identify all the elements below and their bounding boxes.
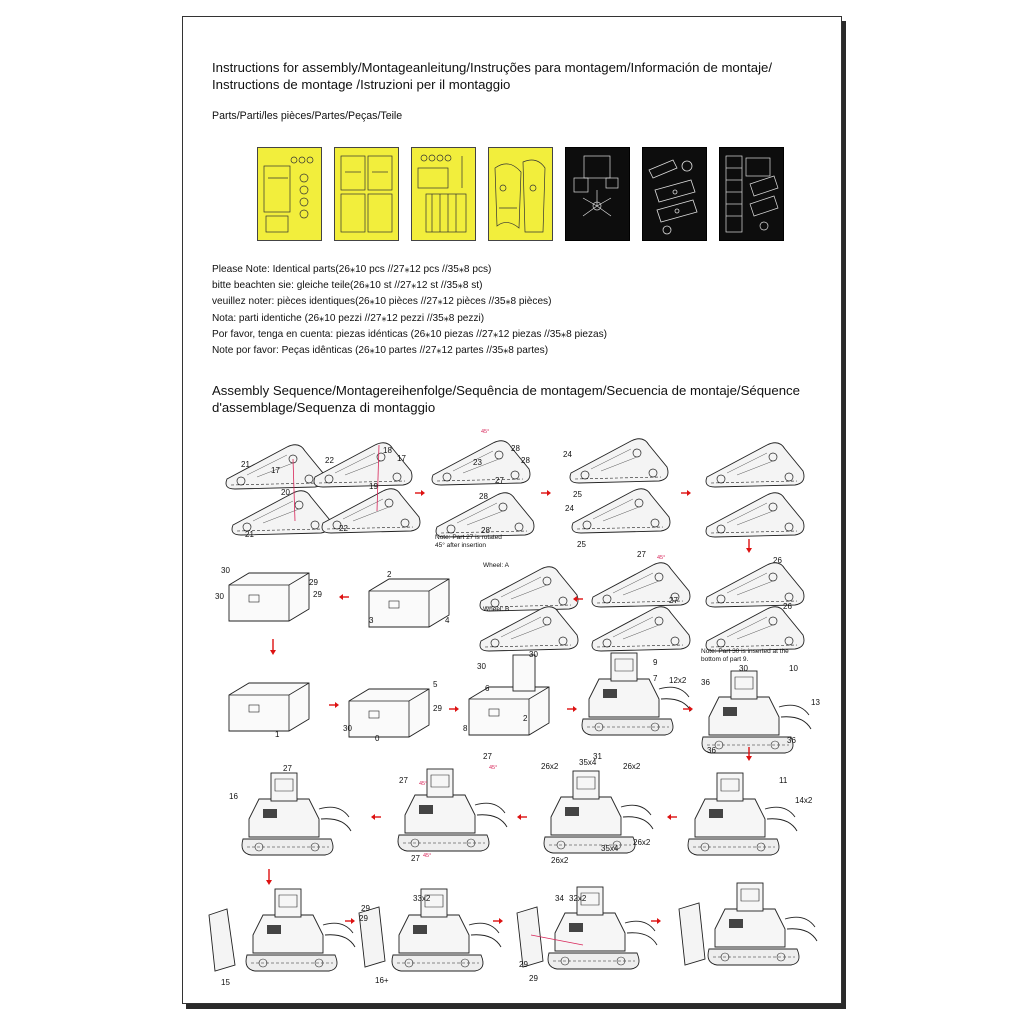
label-25: 25 — [573, 490, 582, 499]
label-28-prime: 28' — [481, 526, 492, 535]
label-5: 5 — [433, 680, 438, 689]
black-part-sheet-1 — [565, 147, 630, 241]
label-31: 31 — [593, 752, 602, 761]
label-18: 18 — [383, 446, 392, 455]
label-2: 2 — [387, 570, 392, 579]
label-30f: 30 — [739, 664, 748, 673]
black-part-sheet-3 — [719, 147, 784, 241]
label-26b: 26 — [783, 602, 792, 611]
label-20: 20 — [281, 488, 290, 497]
label-2b: 2 — [523, 714, 528, 723]
yellow-part-sheet-2 — [334, 147, 399, 241]
label-23: 23 — [473, 458, 482, 467]
label-27f: 27 — [411, 854, 420, 863]
label-17b: 17 — [397, 454, 406, 463]
label-45deg-5: 45° — [423, 853, 432, 859]
label-30d: 30 — [477, 662, 486, 671]
parts-sheets — [183, 147, 841, 242]
label-34: 34 — [555, 894, 564, 903]
sequence-line-2: d'assemblage/Sequenza di montaggio — [212, 399, 436, 415]
label-16: 16 — [229, 792, 238, 801]
label-35x4: 35x4 — [579, 758, 597, 767]
step-19-blade — [517, 887, 657, 983]
label-30c: 30 — [343, 724, 352, 733]
label-21: 21 — [241, 460, 250, 469]
label-29: 29 — [309, 578, 318, 587]
note-english: Please Note: Identical parts(26⁎10 pcs //27⁎12 pcs //35⁎8 pcs) — [212, 264, 492, 275]
step-16-dozer — [229, 764, 351, 855]
yellow-part-sheet-1 — [257, 147, 322, 241]
label-36c: 36 — [787, 736, 796, 745]
note-part-27-line-1: Note: Part 27 is rotated — [435, 534, 502, 541]
step-7-box — [215, 566, 322, 621]
label-27c: 27 — [669, 596, 678, 605]
label-45deg-4: 45° — [489, 765, 498, 771]
note-german: bitte beachten sie: gleiche teile(26⁎10 st //27⁎12 st //35⁎8 st) — [212, 280, 483, 292]
black-part-sheet-2 — [642, 147, 707, 241]
label-29c: 29 — [433, 704, 442, 713]
note-part-30-line-1: Note: Part 30 is inserted at the — [701, 648, 789, 655]
note-italian: Nota: parti identiche (26⁎10 pezzi //27⁎12 pezzi //35⁎8 pezzi) — [212, 312, 485, 324]
label-4: 4 — [445, 616, 450, 625]
label-28b: 28 — [521, 456, 530, 465]
label-11: 11 — [779, 776, 788, 785]
label-45deg-3: 45° — [419, 781, 428, 787]
label-28c: 28 — [479, 492, 488, 501]
step-5-wheels — [480, 550, 804, 651]
sequence-line-1: Assembly Sequence/Montagereihenfolge/Sequência de montagem/Secuencia de montaje/Séquence — [212, 383, 800, 398]
step-8-chassis — [229, 683, 309, 739]
title-line-2: Instructions de montage /Istruzioni per il montaggio — [212, 77, 511, 92]
step-3-tracks — [563, 439, 670, 549]
step-1-tracks — [226, 443, 420, 539]
note-spanish: Por favor, tenga en cuenta: piezas idénticas (26⁎10 piezas //27⁎12 piezas //35⁎8 piezas) — [212, 328, 608, 340]
step-10-cab — [463, 650, 549, 735]
note-french: veuillez noter: pièces identiques(26⁎10 pièces //27⁎12 pièces //35⁎8 pièces) — [212, 296, 552, 308]
label-27d: 27 — [399, 776, 408, 785]
document-title — [212, 59, 822, 93]
step-6-box — [369, 570, 450, 627]
title-line-1: Instructions for assembly/Montageanleitung/Instruções para montagem/Información de montaje/ — [212, 60, 773, 75]
step-4-tracks — [706, 443, 804, 537]
label-12x2: 12x2 — [669, 676, 687, 685]
note-part-30-line-2: bottom of part 9. — [701, 656, 749, 663]
label-45deg-1: 45° — [481, 429, 490, 435]
label-35x4b: 35x4 — [601, 844, 619, 853]
label-8: 8 — [463, 724, 468, 733]
step-12-cab-mount — [701, 648, 820, 755]
label-27: 27 — [495, 476, 504, 485]
label-27e: 27 — [483, 752, 492, 761]
label-0: 0 — [375, 734, 380, 743]
yellow-part-sheet-3 — [411, 147, 476, 241]
label-21b: 21 — [245, 530, 254, 539]
label-13: 13 — [811, 698, 820, 707]
assembly-sequence-title — [212, 383, 822, 416]
label-26x2d: 26x2 — [551, 856, 569, 865]
yellow-part-sheet-4 — [488, 147, 553, 241]
label-29f: 29 — [519, 960, 528, 969]
note-portuguese: Note por favor: Peças idênticas (26⁎10 partes //27⁎12 partes //35⁎8 partes) — [212, 345, 549, 357]
label-17: 17 — [271, 466, 280, 475]
label-24b: 24 — [565, 504, 574, 513]
label-9: 9 — [653, 658, 658, 667]
step-2-tracks — [432, 429, 534, 549]
label-45deg-2: 45° — [657, 555, 666, 561]
label-6: 6 — [485, 684, 490, 693]
label-33x2: 33x2 — [413, 894, 431, 903]
parts-label: Parts/Parti/les pièces/Partes/Peças/Teile — [212, 110, 403, 122]
step-11-blade-arms — [582, 653, 691, 735]
label-24: 24 — [563, 450, 572, 459]
wheel-a-label: Wheel: A — [483, 562, 510, 569]
label-29b: 29 — [313, 590, 322, 599]
label-36: 36 — [701, 678, 710, 687]
instruction-sheet — [182, 16, 842, 1004]
step-17-blade — [209, 889, 355, 987]
label-30b: 30 — [215, 592, 224, 601]
label-26x2: 26x2 — [623, 762, 641, 771]
label-26x2b: 26x2 — [541, 762, 559, 771]
label-22b: 22 — [339, 524, 348, 533]
step-18-blade — [359, 889, 501, 985]
label-14x2: 14x2 — [795, 796, 813, 805]
label-27g: 27 — [283, 764, 292, 773]
identical-parts-notes — [212, 262, 607, 359]
label-3: 3 — [369, 616, 374, 625]
step-9-chassis — [343, 680, 442, 743]
label-32x2: 32x2 — [569, 894, 587, 903]
label-30e: 30 — [529, 650, 538, 659]
label-36b: 36 — [707, 746, 716, 755]
label-29g: 29 — [529, 974, 538, 983]
label-26x2c: 26x2 — [633, 838, 651, 847]
step-13-dozer — [688, 773, 813, 855]
label-16plus: 16+ — [375, 976, 389, 985]
assembly-diagram — [183, 425, 841, 995]
step-15-rotate — [398, 752, 507, 863]
label-10: 10 — [789, 664, 798, 673]
label-15: 15 — [221, 978, 230, 987]
note-part-27-line-2: 45° after insertion — [435, 542, 487, 549]
label-27b: 27 — [637, 550, 646, 559]
step-14-wheels — [541, 752, 653, 865]
label-1: 1 — [275, 730, 280, 739]
label-30: 30 — [221, 566, 230, 575]
label-25b: 25 — [577, 540, 586, 549]
label-7: 7 — [653, 674, 658, 683]
step-20-finished — [679, 883, 817, 965]
label-29e: 29 — [359, 914, 368, 923]
label-29d: 29 — [361, 904, 370, 913]
label-22: 22 — [325, 456, 334, 465]
label-26: 26 — [773, 556, 782, 565]
label-28: 28 — [511, 444, 520, 453]
wheel-b-label: Wheel: B — [483, 606, 510, 613]
label-19: 19 — [369, 482, 378, 491]
